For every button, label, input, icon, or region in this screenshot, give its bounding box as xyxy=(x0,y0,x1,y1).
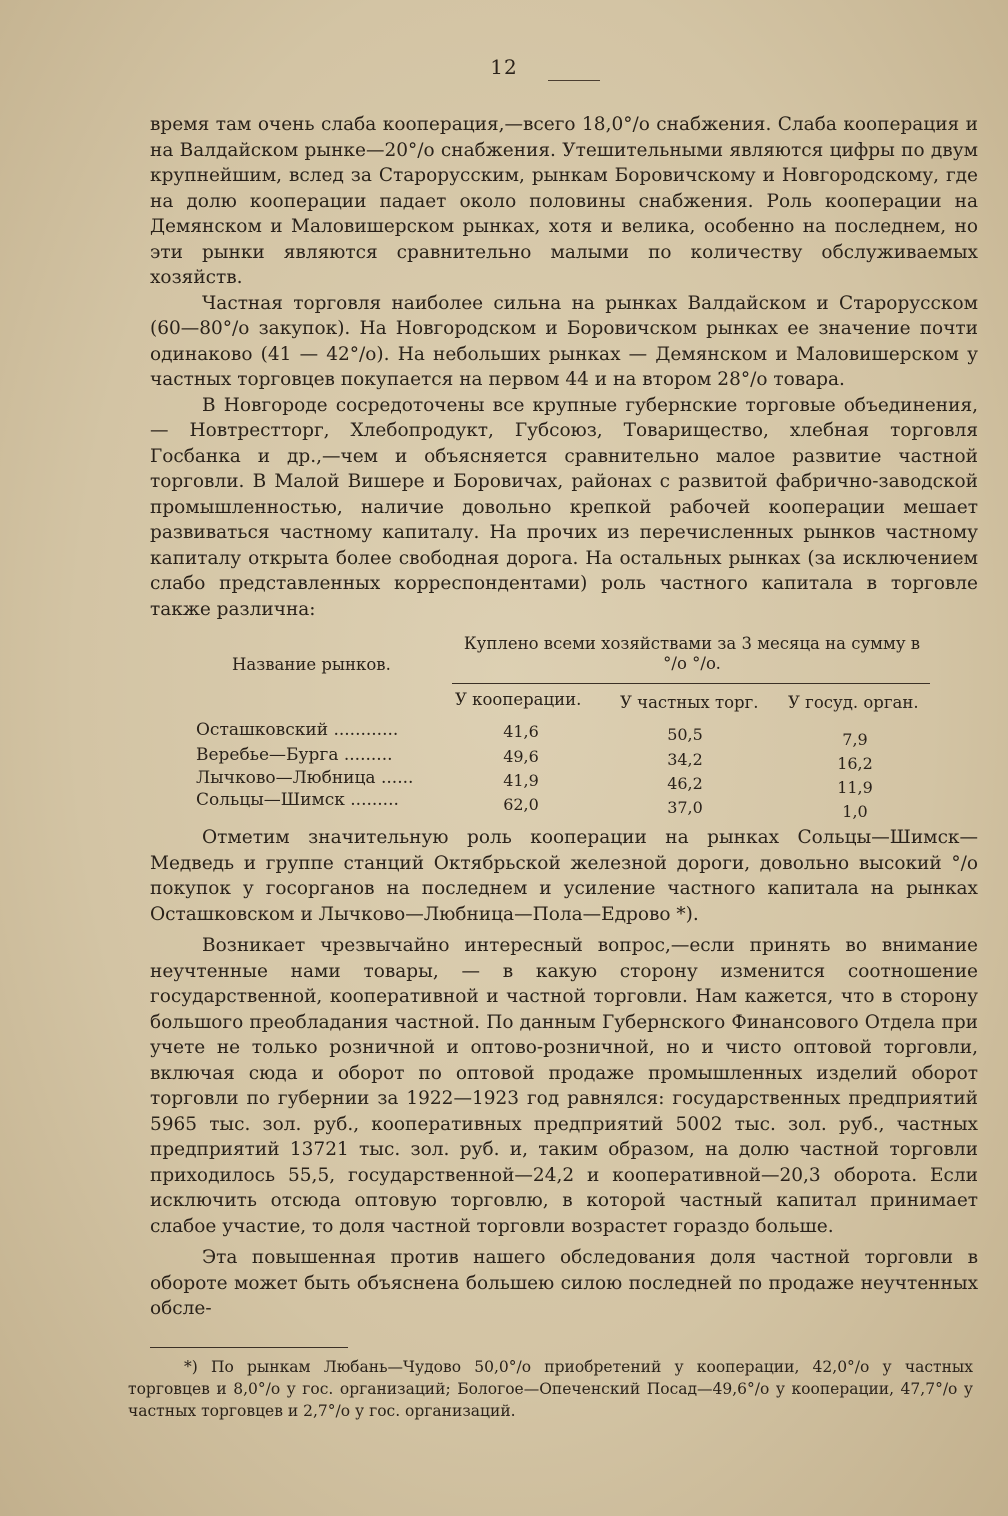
paragraph: время там очень слаба кооперация,—всего 18,0°/o снабжения. Слаба кооперация и на Валдайском рынке—20°/o снабжения. Утешительными являются цифры по двум крупнейшим, вслед за Старорусским, рынкам Боровичскому и Новгородскому, где на долю кооперации падает около половины снабжения. Роль кооперации на Демянском и Маловишерском рынках, хотя и велика, особенно на последнем, но эти рынки являются сравнительно малыми по количеству обслуживаемых хозяйств. xyxy=(150,114,978,288)
paragraph: Частная торговля наиболее сильна на рынках Валдайском и Старорусском (60—80°/o закупок). На Новгородском и Боровичском рынках ее значение почти одинаково (41 — 42°/o). На небольших рынках — Демянском и Маловишерском у частных торговцев покупается на первом 44 и на втором 28°/o товара. xyxy=(150,292,978,390)
table-row-label: Лычково—Любница ...... xyxy=(196,768,414,788)
page-number: 12 xyxy=(490,55,518,79)
table-cell: 46,2 xyxy=(667,774,703,793)
body-text-bottom xyxy=(150,825,978,1322)
table-cell: 34,2 xyxy=(667,750,703,769)
paragraph: Отметим значительную роль кооперации на рынках Сольцы—Шимск—Медведь и группе станций Октябрьской железной дороги, довольно высокий °/o покупок у госорганов на последнем и усиление частного капитала на рынках Осташковском и Лычково—Любница—Пола—Едрово *). xyxy=(150,827,978,925)
table-header-rule xyxy=(452,683,930,684)
table-row-label: Сольцы—Шимск ......... xyxy=(196,790,399,810)
paragraph: В Новгороде сосредоточены все крупные губернские торговые объединения,— Новтрестторг, Хлебопродукт, Губсоюз, Товарищество, хлебная торговля Госбанка и др.,—чем и объясняется сравнительно малое развитие частной торговли. В Малой Вишере и Боровичах, районах с развитой фабрично-заводской промышленностью, наличие довольно крепкой рабочей кооперации мешает развиваться частному капиталу. На прочих из перечисленных рынков частному капиталу открыта более свободная дорога. На остальных рынках (за исключением слабо представленных корреспондентами) роль частного капитала в торговле также различна: xyxy=(150,394,978,620)
table-cell: 37,0 xyxy=(667,798,703,817)
table-cell: 41,9 xyxy=(503,771,539,790)
table-cell: 11,9 xyxy=(837,778,873,797)
table-cell: 41,6 xyxy=(503,722,539,741)
table-cell: 1,0 xyxy=(842,802,868,821)
body-text-top xyxy=(150,112,978,622)
table-row-label: Осташковский ............ xyxy=(196,720,399,740)
table-row-header: Название рынков. xyxy=(232,655,391,674)
table-cell: 16,2 xyxy=(837,754,873,773)
table-group-header: Куплено всеми хозяйствами за 3 месяца на сумму в °/o °/o. xyxy=(463,634,921,673)
table-cell: 7,9 xyxy=(842,730,868,749)
footnote: *) По рынкам Любань—Чудово 50,0°/o приобретений у кооперации, 42,0°/o у частных торговцев и 8,0°/o у гос. организаций; Бологое—Опеченский Посад—49,6°/o у кооперации, 47,7°/o у частных торговцев и 2,7°/o у гос. организаций. xyxy=(128,1358,973,1420)
paragraph: Возникает чрезвычайно интересный вопрос,—если принять во внимание неучтенные нами товары, — в какую сторону изменится соотношение государственной, кооперативной и частной торговли. Нам кажется, что в сторону большого преобладания частной. По данным Губернского Финансового Отдела при учете не только розничной и оптово-розничной, но и чисто оптовой торговли, включая сюда и оборот по оптовой продаже промышленных изделий оборот торговли по губернии за 1922—1923 год равнялся: государственных предприятий 5965 тыс. зол. руб., кооперативных предприятий 5002 тыс. зол. руб., частных предприятий 13721 тыс. зол. руб. и, таким образом, на долю частной торговли приходилось 55,5, государственной—24,2 и кооперативной—20,3 оборота. Если исключить отсюда оптовую торговлю, в которой частный капитал принимает слабое участие, то доля частной торговли возрастет гораздо больше. xyxy=(150,935,978,1237)
column-header-cooperation: У кооперации. xyxy=(455,690,582,709)
table-row-label: Веребье—Бурга ......... xyxy=(196,745,393,765)
paragraph: Эта повышенная против нашего обследования доля частной торговли в обороте может быть объяснена большею силою последней по продаже неучтенных обсле- xyxy=(150,1247,978,1319)
column-header-private: У частных торг. xyxy=(620,693,759,712)
table-cell: 62,0 xyxy=(503,795,539,814)
table-cell: 49,6 xyxy=(503,747,539,766)
footnote-rule xyxy=(150,1347,348,1348)
column-header-state: У госуд. орган. xyxy=(788,693,919,712)
table-cell: 50,5 xyxy=(667,725,703,744)
page-number-underline xyxy=(548,80,600,81)
